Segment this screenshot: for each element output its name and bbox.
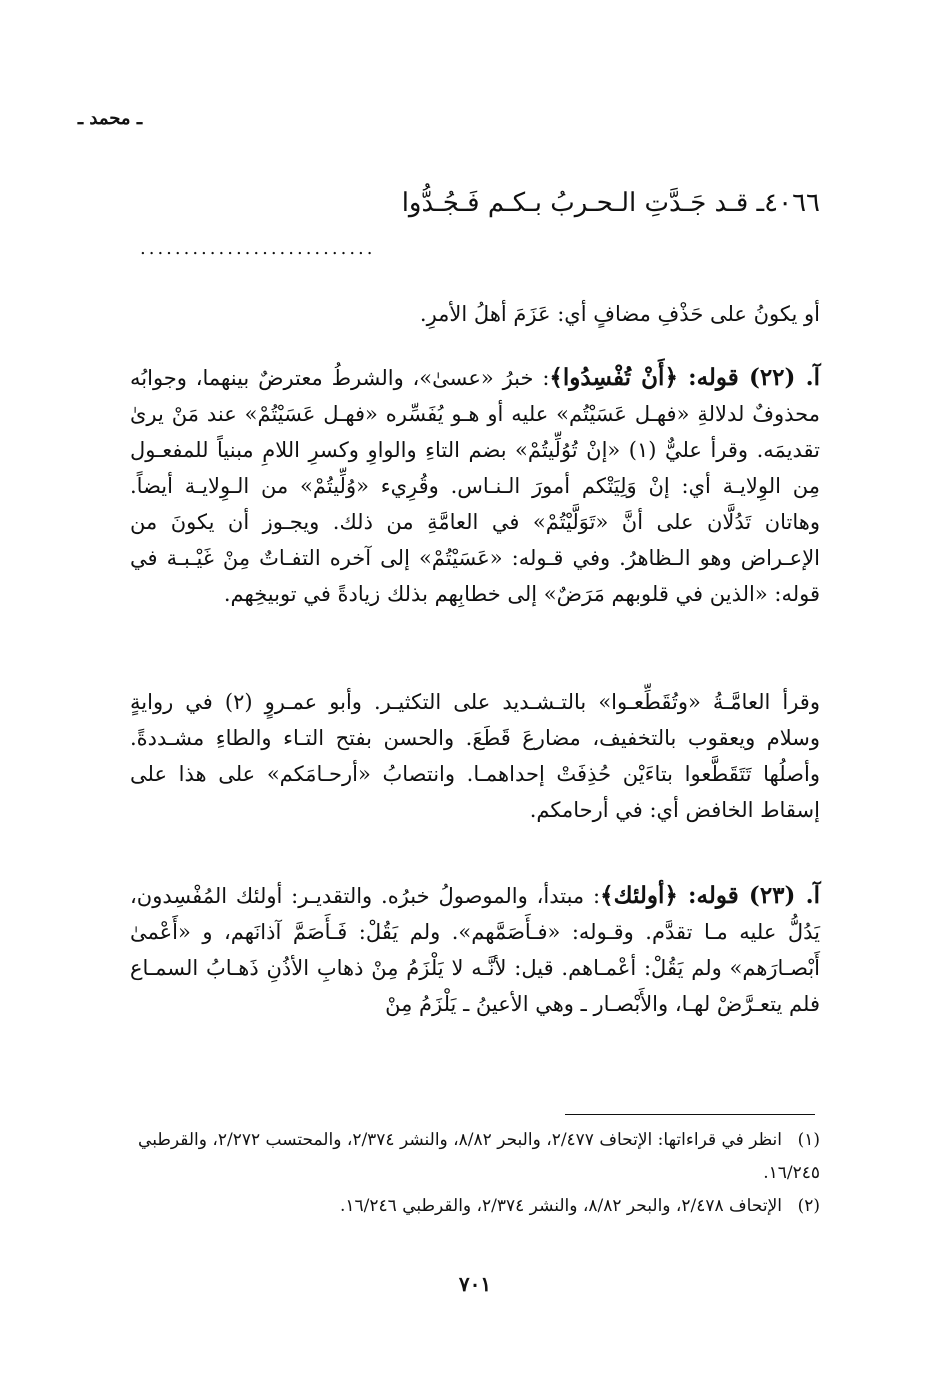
footnotes xyxy=(130,1124,820,1223)
section-22-heading: آ. (٢٢) قوله: ﴿أَنْ تُفْسِدُوا﴾ xyxy=(549,364,820,391)
section-22-continuation xyxy=(130,684,820,828)
section-22-text: : خبرُ «عسىٰ»، والشرطُ معترضٌ بينهما، وجوابُه محذوفٌ لدلالةِ «فهـل عَسَيْتُم» عليه أو هـو يُفَسِّره «فهـل عَسَيْتُمْ» عند مَنْ يرىٰ تقديمَه. وقرأ عليٌّ (١) «إنْ تُوُلِّيتُمْ» بضم التاءِ والواوِ وكسرِ اللامِ مبنياً للمفعـول مِن الوِلايـة أي: إنْ وَلِيَتْكم أمورَ الـنـاس. وقُرِيء «وُلِّيتُمْ» من الـوِلايـة أيضاً. وهاتان تَدُلَّان على أنَّ «تَوَلَّيْتُمْ» في العامَّةِ من ذلك. ويجـوز أن يكونَ من الإعـراض وهو الـظاهرُ. وفي قـوله: «عَسَيْتُمْ» إلى آخره التفـاتٌ مِنْ غَيْـبـة في قوله: «الذين في قلوبهم مَرَضٌ» إلى خطابِهم بذلك زيادةً في توبيخِهم. xyxy=(130,366,820,606)
footnote-1-text: انظر في قراءاتها: الإتحاف ٢/٤٧٧، والبحر ٨/٨٢، والنشر ٢/٣٧٤، والمحتسب ٢/٢٧٢، والقرطبي ١٦/٢٤٥. xyxy=(138,1130,820,1183)
intro-paragraph xyxy=(130,296,820,332)
intro-text: أو يكونُ على حَذْفِ مضافٍ أي: عَزَمَ أهلُ الأمرِ. xyxy=(419,302,820,326)
poetry-verse: ٤٠٦٦ـ قـد جَـدَّتِ الـحـربُ بـكـم فَـجُـدُّوا xyxy=(401,188,820,218)
footnote-2-number: (٢) xyxy=(797,1196,820,1216)
footnote-1 xyxy=(130,1124,820,1190)
footnote-1-number: (١) xyxy=(797,1130,820,1150)
footnote-2 xyxy=(130,1190,820,1223)
verse-ellipsis: ........................... xyxy=(140,238,376,259)
running-header: ـ محمد ـ xyxy=(77,108,143,129)
section-22-text-2: وقرأ العامَّـةُ «وتُقَطِّعـوا» بالتـشـديد على التكثيـر. وأبو عمـروٍ (٢) في روايةٍ وسلام ويعقوب بالتخفيف، مضارعَ قَطَعَ. والحسن بفتح التـاء والطاءِ مشـددةً. وأصلُها تَتَقَطَّعوا بتاءَيْن حُذِفَتْ إحداهمـا. وانتصابُ «أرحـامَكم» على هذا على إسقاط الخافض أي: في أرحامكم. xyxy=(130,690,820,822)
section-23-text: : مبتدأ، والموصولُ خبرُه. والتقديـر: أولئك المُفْسِدون، يَدُلُّ عليه مـا تقدَّم. وقـوله: «فـأَصَمَّهم». ولم يَقُلْ: فَـأَصَمَّ آذانَهم، و «أَعْمىٰ أَبْصـارَهم» ولم يَقُلْ: أعْمـاهم. قيل: لأنَّـه لا يَلْزَمُ مِنْ ذهابِ الأذُنِ ذَهـابُ السمـاع فلم يتعـرَّضْ لهـا، والأَبْصـار ـ وهي الأعينُ ـ يَلْزَمُ مِنْ xyxy=(130,884,820,1016)
footnote-divider xyxy=(565,1114,815,1115)
section-22-paragraph xyxy=(130,360,820,612)
page-number: ٧٠١ xyxy=(458,1272,492,1296)
section-23-paragraph xyxy=(130,878,820,1022)
footnote-2-text: الإتحاف ٢/٤٧٨، والبحر ٨/٨٢، والنشر ٢/٣٧٤، والقرطبي ١٦/٢٤٦. xyxy=(340,1196,782,1216)
section-23-heading: آ. (٢٣) قوله: ﴿أولئك﴾ xyxy=(600,882,820,909)
section-22 xyxy=(130,360,820,612)
section-23 xyxy=(130,878,820,1022)
